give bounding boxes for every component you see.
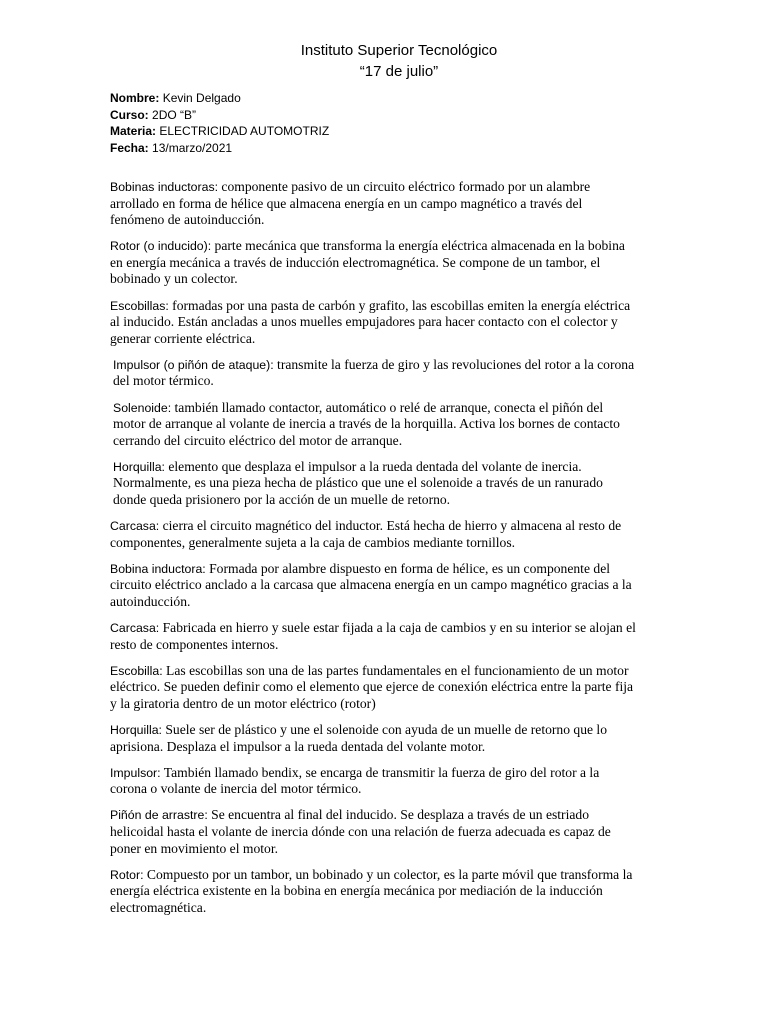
entry-term: Escobilla: <box>110 663 163 678</box>
meta-subject: Materia: ELECTRICIDAD AUTOMOTRIZ <box>110 124 330 138</box>
entry-paragraph: Rotor (o inducido): parte mecánica que transforma la energía eléctrica almacenada en la bobina en energía mecánica a través de inducción electromagnética. Se compone de un tambor, el bobinado y un colector. <box>110 238 625 287</box>
student-info <box>110 90 688 156</box>
entry-term: Rotor (o inducido): <box>110 239 212 254</box>
entry-term: Escobillas: <box>110 298 169 313</box>
entry-term: Carcasa: <box>110 621 160 636</box>
entry-term: Impulsor: <box>110 765 161 780</box>
entry-paragraph: Impulsor (o piñón de ataque): transmite la fuerza de giro y las revoluciones del rotor a la corona del motor térmico. <box>113 356 635 389</box>
document-header <box>110 40 688 82</box>
entry-term: Piñón de arrastre: <box>110 808 208 823</box>
entry-term: Bobina inductora: <box>110 561 206 576</box>
entry-paragraph: Bobinas inductoras: componente pasivo de un circuito eléctrico formado por un alambre arrollado en forma de hélice que almacena energía en un campo magnético a través del fenómeno de autoinducción. <box>110 179 591 228</box>
entry-paragraph: Bobina inductora: Formada por alambre dispuesto en forma de hélice, es un componente del circuito eléctrico anclado a la carcasa que almacena energía en un campo magnético gracias a la autoinducción. <box>110 560 632 609</box>
entry-paragraph: Impulsor: También llamado bendix, se encarga de transmitir la fuerza de giro del rotor a la corona o volante de inercia del motor térmico. <box>110 764 600 797</box>
meta-date: Fecha: 13/marzo/2021 <box>110 140 233 155</box>
entry-term: Horquilla: <box>113 459 165 474</box>
entry-term: Bobinas inductoras: <box>110 180 219 194</box>
institution-subtitle: “17 de julio” <box>359 63 439 80</box>
entry-paragraph: Solenoide: también llamado contactor, automático o relé de arranque, conecta el piñón del motor de arranque al volante de inercia a través de la horquilla. Activa los bornes de contacto cerrando del circuito eléctrico del motor de arranque. <box>113 399 620 448</box>
entry-term: Solenoide: <box>113 400 172 415</box>
entry-term: Carcasa: <box>110 519 160 534</box>
meta-name: Nombre: Kevin Delgado <box>110 91 241 105</box>
entry-paragraph: Carcasa: cierra el circuito magnético del inductor. Está hecha de hierro y almacena al resto de componentes, generalmente sujeta a la caja de cambios mediante tornillos. <box>110 518 622 550</box>
entry-term: Rotor: <box>110 867 144 882</box>
entry-paragraph: Horquilla: elemento que desplaza el impulsor a la rueda dentada del volante de inercia. Normalmente, es una pieza hecha de plástico que une el solenoide a través de un ranurado donde queda prisionero por la acción de un muelle de retorno. <box>113 458 603 507</box>
institution-name: Instituto Superior Tecnológico <box>300 42 498 59</box>
entry-paragraph: Carcasa: Fabricada en hierro y suele estar fijada a la caja de cambios y en su interior se alojan el resto de componentes internos. <box>110 620 636 652</box>
meta-course: Curso: 2DO “B” <box>110 107 197 122</box>
entry-paragraph: Escobillas: formadas por una pasta de carbón y grafito, las escobillas emiten la energía eléctrica al inducido. Están ancladas a unos muelles empujadores para hacer contacto con el colector y generar corriente eléctrica. <box>110 297 631 346</box>
entry-paragraph: Rotor: Compuesto por un tambor, un bobinado y un colector, es la parte móvil que transforma la energía eléctrica existente en la bobina en energía mecánica por mediación de la inducción electromagnética. <box>110 866 633 915</box>
entry-paragraph: Piñón de arrastre: Se encuentra al final del inducido. Se desplaza a través de un estriado helicoidal hasta el volante de inercia dónde con una relación de fuerza adecuada es capaz de poner en movimiento el motor. <box>110 807 611 856</box>
entry-term: Impulsor (o piñón de ataque): <box>113 357 274 372</box>
entry-term: Horquilla: <box>110 723 162 738</box>
entry-paragraph: Escobilla: Las escobillas son una de las partes fundamentales en el funcionamiento de un motor eléctrico. Se pueden definir como el elemento que ejerce de conexión eléctrica entre la parte fija y la giratoria dentro de un motor eléctrico (rotor) <box>110 662 634 711</box>
entry-paragraph: Horquilla: Suele ser de plástico y une el solenoide con ayuda de un muelle de retorno que lo aprisiona. Desplaza el impulsor a la rueda dentada del volante motor. <box>110 722 608 754</box>
entries-list <box>110 179 688 916</box>
